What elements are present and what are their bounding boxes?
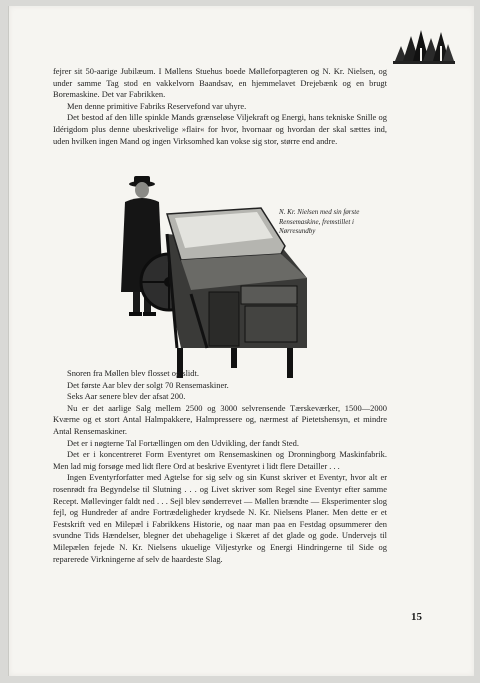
bottom-text-block <box>53 368 387 565</box>
paragraph: Det første Aar blev der solgt 70 Rensemaskiner. <box>67 379 229 390</box>
paragraph: Nu er det aarlige Salg mellem 2500 og 3000 selvrensende Tærskeværker, 1500—2000 Kværne og et stort Antal Halmpakkere, Halmpressere og, nærmest af Pietetshensyn, et mindre Antal Rensemaskiner. <box>53 402 387 436</box>
paragraph: Ingen Eventyrforfatter med Agtelse for sig selv og sin Kunst skriver et Eventyr, hvor alt er rosenrødt fra Begyndelse til Slutning . . . og Livet skriver som Regel sine Eventyr efter samme Recept. Møllevinger faldt ned . . . Sejl blev sønderrevet — Møllen brændte — Eksperimenter slog fejl, og Hundreder af andre Fortrædeligheder krydsede N. Kr. Nielsens Planer. Men dette er et Festskrift ved en Milepæl i Fabrikkens Historie, og naar man paa en Festdag opsummerer den svundne Tids Hændelser, blegner det ubehagelige i Skæret af det glade og gode. Undervejs til Milepælen fejede N. Kr. Nielsens ukuelige Viljestyrke og Energi Hindringerne til Side og reparerede Virkningerne af selv de haardeste Slag. <box>53 472 387 564</box>
top-text-block <box>53 66 387 147</box>
paragraph: Seks Aar senere blev der afsat 200. <box>67 391 186 402</box>
paragraph: Det er i koncentreret Form Eventyret om Rensemaskinen og Dronningborg Maskinfabrik. Men lad mig forsøge med lidt flere Ord at beskrive Eventyret i lidt flere Detailler . . . <box>53 449 387 471</box>
document-page <box>8 6 474 676</box>
paragraph: fejrer sit 50-aarige Jubilæum. I Møllens Stuehus boede Mølleforpagteren og N. Kr. Nielsen, og under samme Tag stod en vakkelvorn Baandsav, en hjemmelavet Drejebænk og en brugt Boremaskine. Det var Fabrikken. <box>53 66 387 100</box>
paragraph: Det bestod af den lille spinkle Mands grænseløse Viljekraft og Energi, hans tekniske Snille og Idérigdom plus denne ubeskrivelige »flair« for hvor, hvornaar og hvordan der skal sættes ind, uden hvilken ingen Mand og ingen Virksomhed kan vokse sig stor, større end andre. <box>53 112 387 146</box>
paragraph: Men denne primitive Fabriks Reservefond var uhyre. <box>67 100 247 111</box>
paragraph: Snoren fra Møllen blev flosset og slidt. <box>67 368 199 378</box>
man-with-cleaning-machine-photo <box>111 174 317 380</box>
trees-vignette-icon <box>393 28 455 68</box>
figure-caption: N. Kr. Nielsen med sin første Rensemaskine, fremstillet i Nørresundby <box>279 208 360 236</box>
paragraph: Det er i nøgterne Tal Fortællingen om den Udvikling, der fandt Sted. <box>67 437 299 448</box>
page-number: 15 <box>411 611 422 623</box>
